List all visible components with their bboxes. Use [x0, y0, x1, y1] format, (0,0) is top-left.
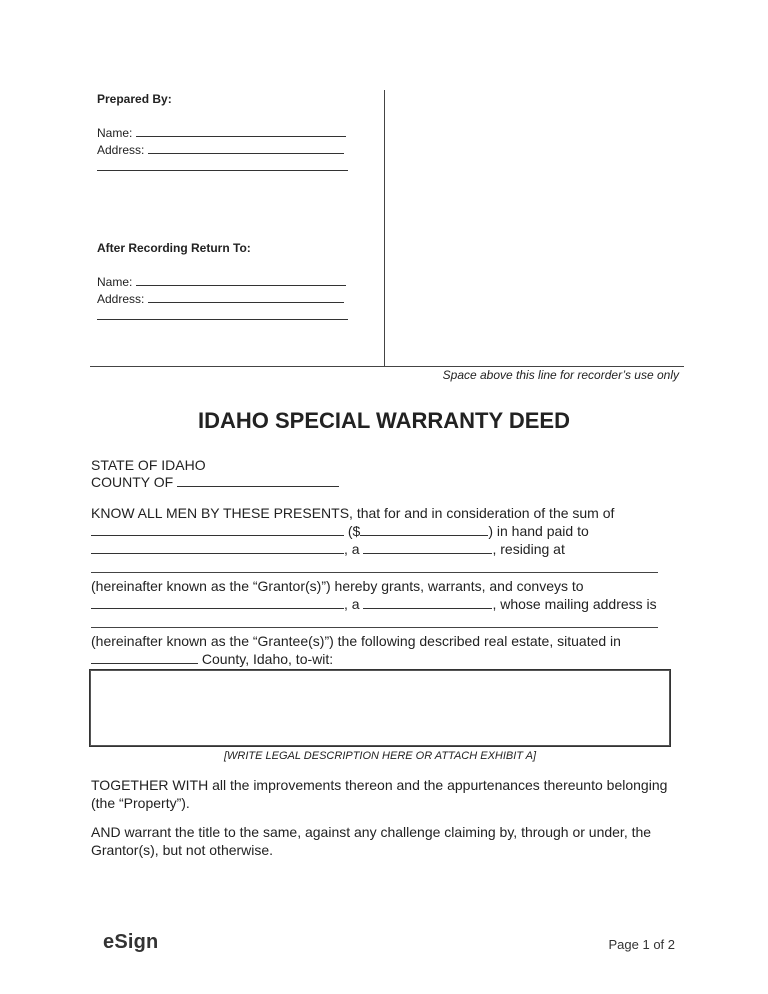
p2-intro: (hereinafter known as the “Grantor(s)”) hereby grants, warrants, and conveys to [91, 578, 584, 594]
legal-description-box[interactable] [89, 669, 671, 747]
property-county-field[interactable] [91, 650, 198, 664]
recorder-note: Space above this line for recorder’s use only [442, 368, 679, 382]
recorder-divider-horizontal [90, 366, 684, 367]
p1-consideration-row [91, 522, 671, 540]
prepared-by-name-row [97, 125, 357, 140]
grantee-name-field[interactable] [91, 595, 344, 609]
prepared-by-address-label: Address: [97, 143, 145, 157]
prepared-by-name-field[interactable] [136, 125, 346, 137]
prepared-by-address-row [97, 142, 357, 157]
warrant-line1: AND warrant the title to the same, against any challenge claiming by, through or under, the [91, 824, 652, 840]
return-to-name-label: Name: [97, 275, 133, 289]
return-to-name-field[interactable] [136, 274, 346, 286]
return-to-address-line2-field[interactable] [97, 307, 348, 320]
legal-description-caption: [WRITE LEGAL DESCRIPTION HERE OR ATTACH EXHIBIT A] [223, 750, 537, 762]
dollar-open: ($ [347, 523, 361, 539]
mailing-address-text: , whose mailing address is [492, 596, 657, 612]
p2-grantee-row [91, 595, 671, 613]
grantor-a-text: , a [344, 541, 360, 557]
sum-amount-field[interactable] [360, 522, 488, 536]
dollar-close: ) in hand paid to [488, 523, 589, 539]
grantee-type-field[interactable] [363, 595, 492, 609]
county-label: COUNTY OF [91, 474, 174, 490]
page-number: Page 1 of 2 [608, 937, 675, 952]
sum-words-field[interactable] [91, 522, 344, 536]
together-with-line1: TOGETHER WITH all the improvements thereon and the appurtenances thereunto belonging [91, 777, 668, 793]
together-with-line2: (the “Property”). [91, 795, 190, 811]
return-to-address-row [97, 291, 357, 306]
grantor-address-field[interactable] [91, 560, 658, 573]
p1-intro: KNOW ALL MEN BY THESE PRESENTS, that for and in consideration of the sum of [91, 505, 615, 521]
state-line: STATE OF IDAHO [91, 457, 206, 473]
p1-grantor-row [91, 540, 671, 558]
return-to-address-field[interactable] [148, 291, 344, 303]
county-row [91, 473, 491, 491]
grantor-name-field[interactable] [91, 540, 344, 554]
return-to-name-row [97, 274, 357, 289]
county-idaho-text: County, Idaho, to-wit: [201, 651, 334, 667]
prepared-by-title: Prepared By: [97, 92, 172, 106]
return-to-title: After Recording Return To: [97, 241, 251, 255]
prepared-by-name-label: Name: [97, 126, 133, 140]
prepared-by-address-line2-field[interactable] [97, 158, 348, 171]
grantor-type-field[interactable] [363, 540, 492, 554]
residing-text: , residing at [492, 541, 565, 557]
grantee-address-field[interactable] [91, 615, 658, 628]
recorder-divider-vertical [384, 90, 385, 366]
grantee-a-text: , a [344, 596, 360, 612]
esign-logo: eSign [103, 931, 159, 953]
warrant-line2: Grantor(s), but not otherwise. [91, 842, 274, 858]
p3-intro: (hereinafter known as the “Grantee(s)”) the following described real estate, situated in [91, 633, 621, 649]
county-field[interactable] [177, 473, 339, 487]
prepared-by-address-field[interactable] [148, 142, 344, 154]
p3-county-row [91, 650, 491, 668]
document-title: IDAHO SPECIAL WARRANTY DEED [197, 408, 570, 433]
return-to-address-label: Address: [97, 292, 145, 306]
